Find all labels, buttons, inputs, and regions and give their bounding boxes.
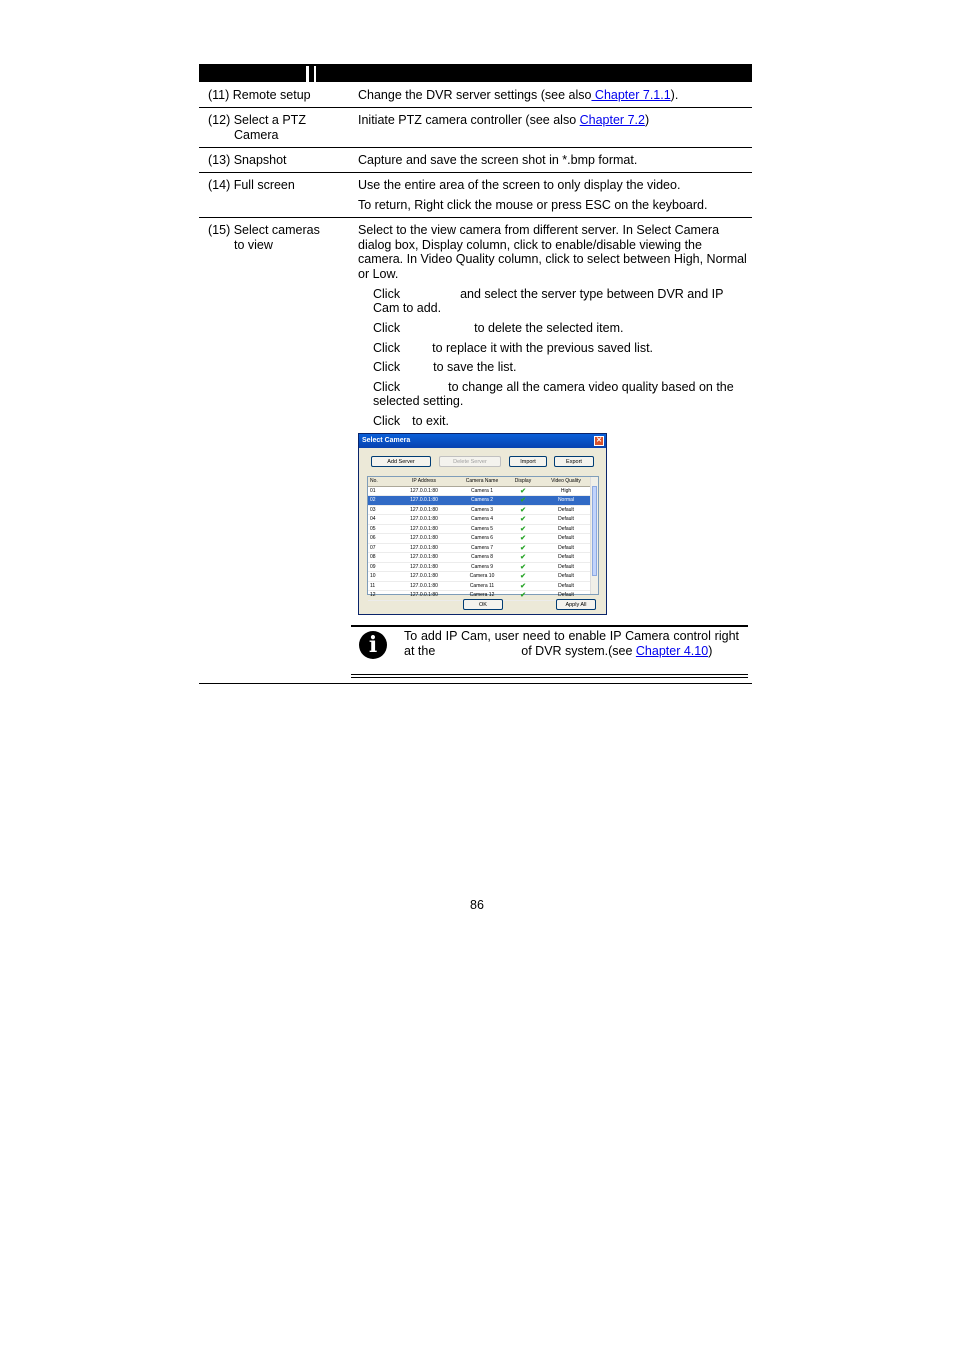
note-text: To add IP Cam, user need to enable IP Camera control right at the of DVR system.(see Chapter 4.10)	[404, 629, 739, 658]
table-row[interactable]	[368, 544, 592, 554]
delete-server-button[interactable]: Delete Server	[439, 456, 501, 467]
table-cell: 01	[370, 487, 376, 494]
table-cell: 09	[370, 563, 376, 570]
table-cell: 06	[370, 535, 376, 541]
check-icon[interactable]: ✔	[520, 563, 526, 571]
row-description: Use the entire area of the screen to only display the video.	[358, 178, 681, 192]
table-cell[interactable]: Default	[558, 582, 574, 589]
row-label: (12) Select a PTZ Camera	[208, 113, 306, 142]
check-icon[interactable]: ✔	[520, 497, 526, 504]
table-cell: Camera 8	[471, 554, 493, 560]
row-description: Initiate PTZ camera controller (see also Chapter 7.2)	[358, 113, 650, 127]
table-cell: Camera 3	[471, 506, 493, 513]
table-row[interactable]	[368, 534, 592, 544]
ok-button[interactable]: OK	[463, 599, 503, 610]
table-cell: Camera 9	[471, 563, 493, 570]
chapter-link[interactable]: Chapter 4.10	[635, 643, 709, 658]
table-cell[interactable]: Default	[558, 563, 574, 570]
dialog-title: Select Camera	[362, 437, 411, 444]
row-description: Change the DVR server settings (see also Chapter 7.1.1).	[358, 88, 679, 102]
table-row[interactable]	[368, 487, 592, 497]
row-divider	[199, 683, 752, 684]
list-item: Click to replace it with the previous saved list.	[373, 341, 654, 355]
table-cell: 127.0.0.1:80	[410, 535, 438, 541]
table-row[interactable]	[368, 563, 592, 573]
list-item: Click to change all the camera video quality based on the selected setting.	[373, 380, 734, 408]
check-icon[interactable]: ✔	[520, 525, 526, 533]
table-cell: Camera 11	[469, 582, 495, 589]
scrollbar-thumb[interactable]	[592, 486, 597, 576]
table-cell: 127.0.0.1:80	[410, 506, 438, 513]
header-divider	[314, 66, 316, 82]
table-cell: 127.0.0.1:80	[410, 582, 438, 589]
table-cell: Camera 1	[471, 487, 493, 494]
table-row[interactable]	[368, 582, 592, 592]
table-cell: 08	[370, 554, 376, 560]
apply-all-button[interactable]: Apply All	[556, 599, 596, 610]
table-row[interactable]	[368, 506, 592, 516]
column-header[interactable]: Camera Name	[465, 478, 499, 484]
check-icon[interactable]: ✔	[520, 506, 526, 514]
table-cell: Camera 7	[471, 544, 493, 551]
table-cell: 02	[370, 497, 376, 503]
note-bottom-rule	[351, 674, 748, 675]
header-divider	[306, 66, 309, 82]
table-cell: Camera 2	[471, 497, 493, 503]
table-cell: 127.0.0.1:80	[410, 592, 438, 598]
table-cell: Camera 4	[471, 516, 493, 522]
table-cell: 127.0.0.1:80	[410, 544, 438, 551]
row-label: (15) Select cameras to view	[208, 223, 320, 252]
camera-table	[367, 476, 599, 599]
row-description: Capture and save the screen shot in *.bmp format.	[358, 153, 638, 167]
table-cell: 127.0.0.1:80	[410, 554, 438, 560]
check-icon[interactable]: ✔	[520, 582, 526, 590]
list-item: Click to exit.	[373, 414, 449, 428]
table-cell: 11	[370, 582, 376, 589]
table-row[interactable]	[368, 496, 592, 506]
check-icon[interactable]: ✔	[520, 544, 526, 552]
table-cell: 04	[370, 516, 376, 522]
table-cell: 127.0.0.1:80	[410, 497, 438, 503]
row-label: (11) Remote setup	[208, 88, 311, 102]
export-button[interactable]: Export	[554, 456, 594, 467]
table-cell: 12	[370, 592, 376, 598]
row-divider	[199, 107, 752, 108]
chapter-link[interactable]: Chapter 7.1.1	[591, 88, 671, 102]
chapter-link[interactable]: Chapter 7.2	[579, 113, 645, 127]
table-row[interactable]	[368, 525, 592, 535]
table-cell: 127.0.0.1:80	[410, 563, 438, 570]
dialog-title-bar	[359, 434, 606, 448]
info-icon: i	[359, 631, 387, 659]
check-icon[interactable]: ✔	[520, 592, 526, 599]
check-icon[interactable]: ✔	[520, 554, 526, 561]
table-cell: Camera 10	[469, 573, 495, 579]
column-header[interactable]: Video Quality	[551, 478, 581, 484]
table-cell[interactable]: Default	[558, 516, 574, 522]
table-cell: 127.0.0.1:80	[410, 573, 438, 579]
table-header	[368, 477, 592, 487]
table-cell: Camera 12	[469, 592, 495, 598]
table-cell[interactable]: Default	[558, 554, 574, 560]
row-divider	[199, 217, 752, 218]
row-divider	[199, 172, 752, 173]
check-icon[interactable]: ✔	[520, 487, 526, 495]
note-top-rule	[351, 625, 748, 627]
list-item: Click to delete the selected item.	[373, 321, 624, 335]
table-cell: 10	[370, 573, 376, 579]
column-header[interactable]: No.	[370, 478, 378, 484]
table-cell: 127.0.0.1:80	[410, 525, 438, 532]
table-cell: 05	[370, 525, 376, 532]
table-header-bar	[199, 64, 752, 82]
import-button[interactable]: Import	[509, 456, 547, 467]
table-cell: 03	[370, 506, 376, 513]
table-cell[interactable]: Default	[558, 592, 574, 598]
close-icon[interactable]: ✕	[594, 436, 604, 446]
row-label: (13) Snapshot	[208, 153, 287, 167]
list-item: Click to save the list.	[373, 360, 517, 374]
note-bottom-rule	[351, 677, 748, 678]
scrollbar[interactable]	[590, 477, 598, 594]
table-cell[interactable]: Default	[558, 573, 574, 579]
table-row[interactable]	[368, 553, 592, 563]
table-row[interactable]	[368, 515, 592, 525]
page-number: 86	[470, 898, 484, 912]
row-description: Select to the view camera from different server. In Select Camera dialog box, Display column, click to enable/disable viewing the camera. In Video Quality column, click to select between High, Normal or Low.	[358, 223, 747, 281]
table-cell[interactable]: Default	[558, 544, 574, 551]
check-icon[interactable]: ✔	[520, 516, 526, 523]
column-header[interactable]: Display	[514, 478, 532, 484]
table-cell[interactable]: Default	[558, 506, 574, 513]
check-icon[interactable]: ✔	[520, 573, 526, 580]
table-cell[interactable]: Normal	[557, 497, 575, 503]
add-server-button[interactable]: Add Server	[371, 456, 431, 467]
table-cell[interactable]: High	[560, 487, 572, 494]
table-cell: 127.0.0.1:80	[410, 487, 438, 494]
table-cell: 07	[370, 544, 376, 551]
table-cell: Camera 5	[471, 525, 493, 532]
row-divider	[199, 147, 752, 148]
check-icon[interactable]: ✔	[520, 535, 526, 542]
list-item: Click and select the server type between DVR and IP Cam to add.	[373, 287, 724, 315]
column-header[interactable]: IP Address	[411, 478, 437, 484]
table-cell[interactable]: Default	[558, 525, 574, 532]
row-description: To return, Right click the mouse or press ESC on the keyboard.	[358, 198, 708, 212]
table-row[interactable]	[368, 572, 592, 582]
select-camera-dialog	[358, 433, 607, 615]
table-cell: 127.0.0.1:80	[410, 516, 438, 522]
table-cell[interactable]: Default	[558, 535, 574, 541]
row-label: (14) Full screen	[208, 178, 295, 192]
table-cell: Camera 6	[471, 535, 493, 541]
